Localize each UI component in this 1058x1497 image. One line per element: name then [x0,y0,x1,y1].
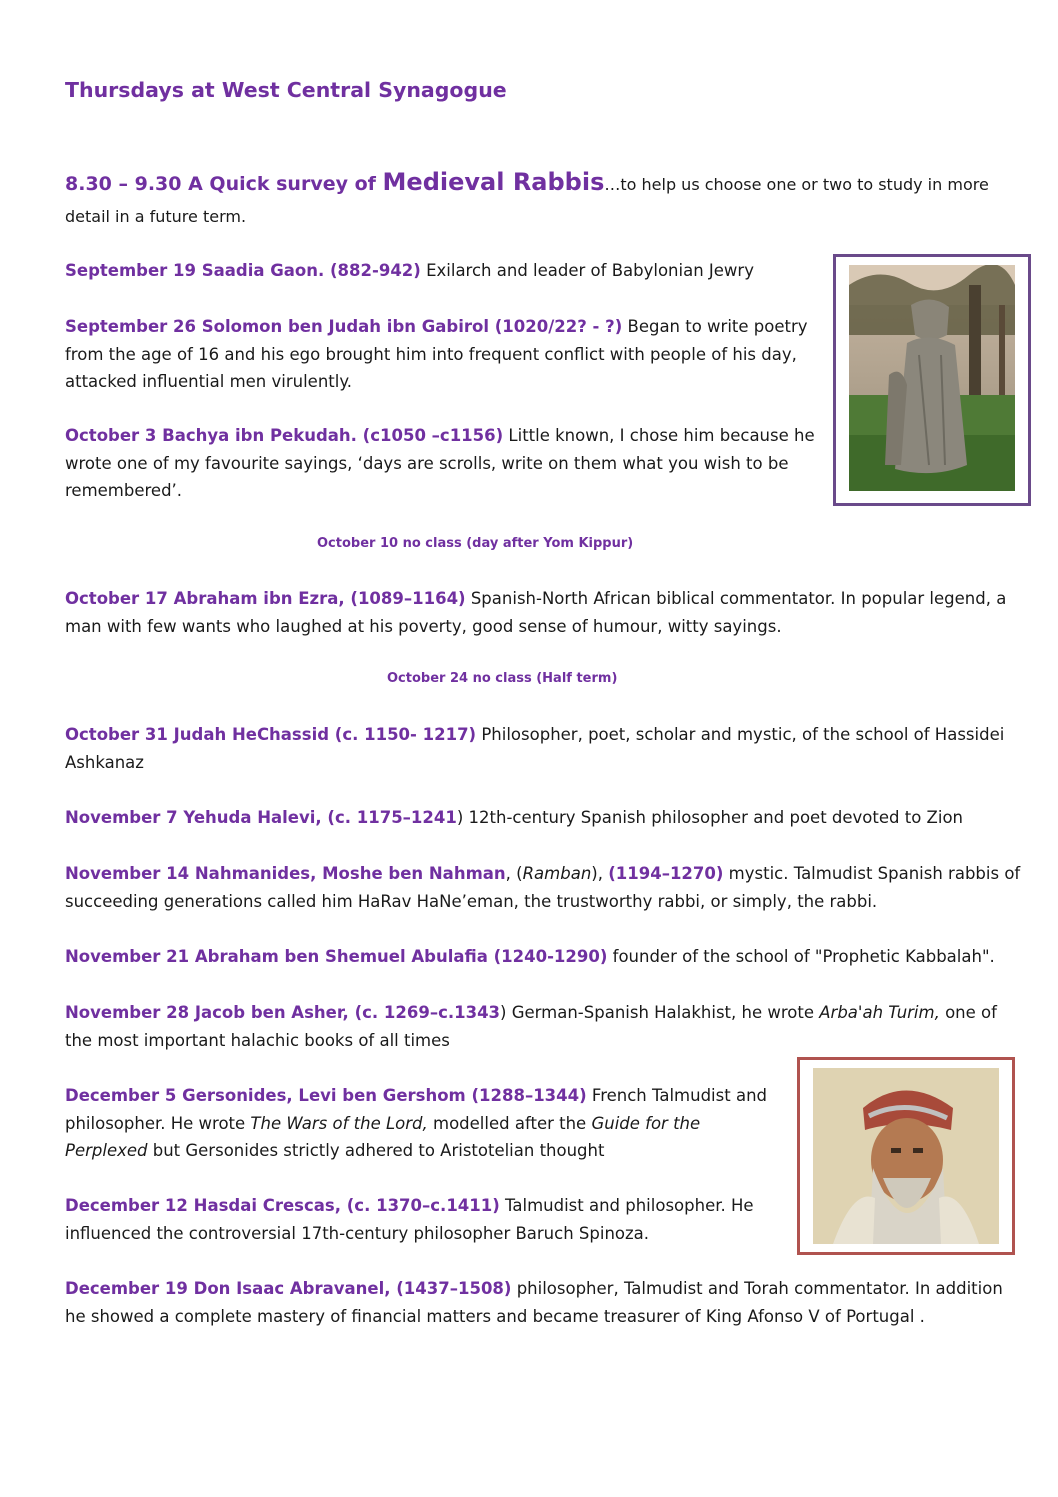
intro-time: 8.30 – 9.30 A Quick survey of [65,173,383,195]
entry-nov28: November 28 Jacob ben Asher, (c. 1269–c.1343) German-Spanish Halakhist, he wrote Arba'ah Turim, one of the most important halachic books of all times [65,1003,997,1050]
entry-nov21: November 21 Abraham ben Shemuel Abulafia (1240-1290) founder of the school of "Prophetic Kabbalah". [65,947,995,966]
intro-paragraph [65,166,1025,233]
portrait-image [813,1068,999,1244]
entry-sep26: September 26 Solomon ben Judah ibn Gabirol (1020/22? - ?) Began to write poetry from the age of 16 and his ego brought him into frequent conflict with people of his day, attacked influential men virulently. [65,317,808,391]
portrait-painting [813,1068,999,1244]
entry-dec19: December 19 Don Isaac Abravanel, (1437–1508) philosopher, Talmudist and Torah commentator. In addition he showed a complete mastery of financial matters and became treasurer of King Afonso V of Portugal . [65,1279,1003,1326]
page-title: Thursdays at West Central Synagogue [65,78,507,102]
entry-sep19: September 19 Saadia Gaon. (882-942) Exilarch and leader of Babylonian Jewry [65,261,754,280]
intro-rest: …to help us choose one or two to study in more detail in a future term. [65,175,989,226]
entry-nov14: November 14 Nahmanides, Moshe ben Nahman, (Ramban), (1194–1270) mystic. Talmudist Spanish rabbis of succeeding generations called him HaRav HaNe’eman, the trustworthy rabbi, or simply, the rabbi. [65,864,1021,911]
entry-oct3: October 3 Bachya ibn Pekudah. (c1050 –c1156) Little known, I chose him because he wrote one of my favourite sayings, ‘days are scrolls, write on them what you wish to be remembered’. [65,426,815,500]
entry-oct31: October 31 Judah HeChassid (c. 1150- 1217) Philosopher, poet, scholar and mystic, of the school of Hassidei Ashkanaz [65,725,1005,772]
noclass-oct24: October 24 no class (Half term) [387,671,618,686]
entry-dec5: December 5 Gersonides, Levi ben Gershom (1288–1344) French Talmudist and philosopher. He wrote The Wars of the Lord, modelled after the Guide for the Perplexed but Gersonides strictly adhered to Aristotelian thought [65,1086,767,1160]
statue-photo [849,265,1015,491]
statue-photo-frame [833,254,1031,506]
statue-image [849,265,1015,491]
intro-subject: Medieval Rabbis [382,168,605,196]
noclass-oct10: October 10 no class (day after Yom Kippur) [317,536,634,551]
entry-dec12: December 12 Hasdai Crescas, (c. 1370–c.1411) Talmudist and philosopher. He influenced the controversial 17th-century philosopher Baruch Spinoza. [65,1196,754,1243]
portrait-frame [797,1057,1015,1255]
entry-nov7: November 7 Yehuda Halevi, (c. 1175–1241) 12th-century Spanish philosopher and poet devoted to Zion [65,808,963,827]
entry-oct17: October 17 Abraham ibn Ezra, (1089–1164) Spanish-North African biblical commentator. In popular legend, a man with few wants who laughed at his poverty, good sense of humour, witty sayings. [65,589,1007,636]
